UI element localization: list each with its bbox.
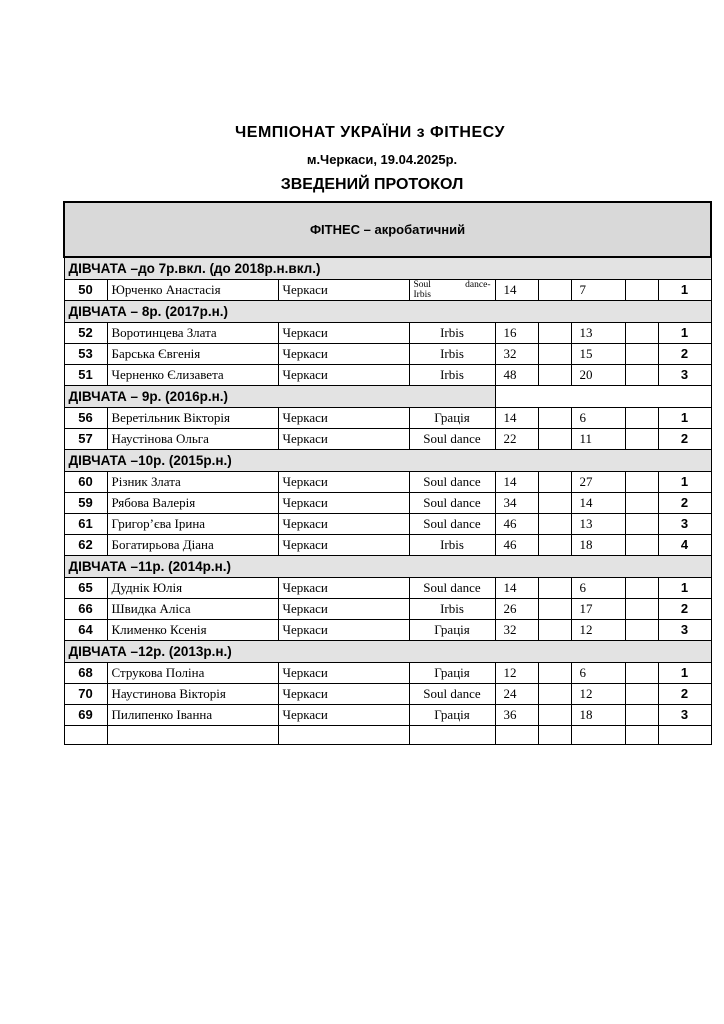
empty-cell xyxy=(538,684,571,705)
participant-club: Грація xyxy=(409,663,495,684)
empty-cell xyxy=(538,344,571,365)
participant-place: 1 xyxy=(658,280,711,301)
empty-cell xyxy=(538,726,571,745)
participant-city: Черкаси xyxy=(278,344,409,365)
category-title: ДІВЧАТА –11р. (2014р.н.) xyxy=(64,556,711,578)
category-title: ДІВЧАТА – 8р. (2017р.н.) xyxy=(64,301,711,323)
score-2: 15 xyxy=(571,344,625,365)
participant-city: Черкаси xyxy=(278,429,409,450)
participant-city: Черкаси xyxy=(278,514,409,535)
score-2: 12 xyxy=(571,684,625,705)
score-1: 34 xyxy=(495,493,538,514)
participant-name: Черненко Єлизавета xyxy=(107,365,278,386)
participant-row xyxy=(64,535,711,556)
participant-name: Різник Злата xyxy=(107,472,278,493)
participant-place: 1 xyxy=(658,578,711,599)
participant-number: 66 xyxy=(64,599,107,620)
championship-title: ЧЕМПІОНАТ УКРАЇНИ з ФІТНЕСУ xyxy=(235,124,505,141)
participant-name: Рябова Валерія xyxy=(107,493,278,514)
protocol-title: ЗВЕДЕНИЙ ПРОТОКОЛ xyxy=(280,176,464,193)
participant-name: Швидка Аліса xyxy=(107,599,278,620)
participant-row xyxy=(64,663,711,684)
empty-cell xyxy=(538,535,571,556)
participant-club: Irbis xyxy=(409,344,495,365)
score-2: 6 xyxy=(571,578,625,599)
category-row xyxy=(64,556,711,578)
score-1: 46 xyxy=(495,535,538,556)
empty-cell xyxy=(658,726,711,745)
participant-row xyxy=(64,514,711,535)
empty-cell xyxy=(409,726,495,745)
score-2: 17 xyxy=(571,599,625,620)
participant-number: 62 xyxy=(64,535,107,556)
participant-city: Черкаси xyxy=(278,663,409,684)
empty-cell xyxy=(538,365,571,386)
empty-cell xyxy=(495,726,538,745)
category-title: ДІВЧАТА –10р. (2015р.н.) xyxy=(64,450,711,472)
empty-cell xyxy=(538,408,571,429)
participant-place: 2 xyxy=(658,344,711,365)
participant-row xyxy=(64,280,711,301)
participant-city: Черкаси xyxy=(278,280,409,301)
empty-cell xyxy=(278,726,409,745)
empty-cell xyxy=(625,280,658,301)
participant-club: Irbis xyxy=(409,599,495,620)
participant-row xyxy=(64,408,711,429)
participant-name: Наустинова Вікторія xyxy=(107,684,278,705)
category-title: ДІВЧАТА – 9р. (2016р.н.) xyxy=(64,386,495,408)
participant-name: Веретільник Вікторія xyxy=(107,408,278,429)
empty-cell xyxy=(625,578,658,599)
participant-place: 4 xyxy=(658,535,711,556)
participant-place: 2 xyxy=(658,493,711,514)
participant-club: Irbis xyxy=(409,535,495,556)
participant-club xyxy=(409,280,495,301)
category-blank-cell xyxy=(495,386,711,408)
score-2: 18 xyxy=(571,705,625,726)
discipline-title: ФІТНЕС – акробатичний xyxy=(64,202,711,257)
score-1: 16 xyxy=(495,323,538,344)
participant-club: Грація xyxy=(409,620,495,641)
participant-city: Черкаси xyxy=(278,493,409,514)
participant-name: Григор’єва Ірина xyxy=(107,514,278,535)
empty-cell xyxy=(625,535,658,556)
participant-number: 59 xyxy=(64,493,107,514)
participant-city: Черкаси xyxy=(278,472,409,493)
participant-number: 65 xyxy=(64,578,107,599)
score-2: 14 xyxy=(571,493,625,514)
participant-city: Черкаси xyxy=(278,408,409,429)
score-2: 18 xyxy=(571,535,625,556)
participant-number: 51 xyxy=(64,365,107,386)
score-1: 12 xyxy=(495,663,538,684)
empty-cell xyxy=(625,408,658,429)
empty-cell xyxy=(625,365,658,386)
participant-place: 3 xyxy=(658,705,711,726)
participant-city: Черкаси xyxy=(278,684,409,705)
score-2: 12 xyxy=(571,620,625,641)
participant-place: 1 xyxy=(658,663,711,684)
score-1: 32 xyxy=(495,620,538,641)
participant-place: 2 xyxy=(658,599,711,620)
participant-number: 56 xyxy=(64,408,107,429)
participant-club: Soul dance xyxy=(409,429,495,450)
category-row xyxy=(64,450,711,472)
score-2: 27 xyxy=(571,472,625,493)
participant-place: 3 xyxy=(658,365,711,386)
participant-number: 64 xyxy=(64,620,107,641)
empty-cell xyxy=(538,280,571,301)
category-row xyxy=(64,257,711,280)
participant-name: Юрченко Анастасія xyxy=(107,280,278,301)
score-2: 11 xyxy=(571,429,625,450)
empty-cell xyxy=(538,599,571,620)
participant-city: Черкаси xyxy=(278,620,409,641)
results-table xyxy=(63,201,712,745)
empty-cell xyxy=(625,684,658,705)
participant-place: 2 xyxy=(658,684,711,705)
club-line-2: Irbis xyxy=(413,290,431,300)
participant-number: 52 xyxy=(64,323,107,344)
discipline-header-row xyxy=(64,202,711,257)
location-date: м.Черкаси, 19.04.2025р. xyxy=(306,152,458,167)
participant-place: 2 xyxy=(658,429,711,450)
score-1: 14 xyxy=(495,472,538,493)
participant-name: Струкова Поліна xyxy=(107,663,278,684)
participant-club: Soul dance xyxy=(409,493,495,514)
empty-cell xyxy=(538,472,571,493)
category-title: ДІВЧАТА –12р. (2013р.н.) xyxy=(64,641,711,663)
participant-row xyxy=(64,599,711,620)
empty-cell xyxy=(625,620,658,641)
empty-cell xyxy=(538,620,571,641)
participant-name: Пилипенко Іванна xyxy=(107,705,278,726)
empty-cell xyxy=(107,726,278,745)
category-row xyxy=(64,386,711,408)
score-1: 24 xyxy=(495,684,538,705)
participant-place: 1 xyxy=(658,408,711,429)
participant-club: Soul dance xyxy=(409,472,495,493)
empty-cell xyxy=(625,472,658,493)
empty-cell xyxy=(625,705,658,726)
participant-club: Грація xyxy=(409,408,495,429)
category-row xyxy=(64,641,711,663)
participant-city: Черкаси xyxy=(278,535,409,556)
empty-cell xyxy=(538,705,571,726)
score-2: 13 xyxy=(571,323,625,344)
participant-row xyxy=(64,365,711,386)
participant-number: 70 xyxy=(64,684,107,705)
participant-place: 3 xyxy=(658,620,711,641)
participant-club: Soul dance xyxy=(409,578,495,599)
participant-name: Воротинцева Злата xyxy=(107,323,278,344)
score-1: 14 xyxy=(495,280,538,301)
empty-cell xyxy=(625,599,658,620)
score-2: 13 xyxy=(571,514,625,535)
club-line-1: Soul dance- xyxy=(413,280,491,290)
participant-row xyxy=(64,323,711,344)
participant-row xyxy=(64,578,711,599)
participant-number: 53 xyxy=(64,344,107,365)
empty-cell xyxy=(625,429,658,450)
participant-place: 1 xyxy=(658,323,711,344)
participant-club: Irbis xyxy=(409,323,495,344)
participant-row xyxy=(64,684,711,705)
participant-number: 68 xyxy=(64,663,107,684)
participant-row xyxy=(64,493,711,514)
empty-cell xyxy=(625,493,658,514)
empty-cell xyxy=(625,344,658,365)
participant-number: 69 xyxy=(64,705,107,726)
empty-cell xyxy=(64,726,107,745)
participant-name: Клименко Ксенія xyxy=(107,620,278,641)
empty-cell xyxy=(538,514,571,535)
score-2: 6 xyxy=(571,408,625,429)
participant-place: 1 xyxy=(658,472,711,493)
empty-cell xyxy=(538,663,571,684)
score-1: 26 xyxy=(495,599,538,620)
score-2: 7 xyxy=(571,280,625,301)
score-1: 32 xyxy=(495,344,538,365)
score-1: 36 xyxy=(495,705,538,726)
participant-row xyxy=(64,620,711,641)
empty-cell xyxy=(571,726,625,745)
empty-cell xyxy=(625,514,658,535)
empty-cell xyxy=(538,578,571,599)
participant-name: Барська Євгенія xyxy=(107,344,278,365)
empty-cell xyxy=(625,323,658,344)
participant-club: Irbis xyxy=(409,365,495,386)
empty-cell xyxy=(538,493,571,514)
participant-row xyxy=(64,429,711,450)
participant-city: Черкаси xyxy=(278,365,409,386)
score-2: 6 xyxy=(571,663,625,684)
participant-city: Черкаси xyxy=(278,578,409,599)
participant-club: Soul dance xyxy=(409,684,495,705)
score-1: 14 xyxy=(495,408,538,429)
blank-row xyxy=(64,726,711,745)
score-1: 46 xyxy=(495,514,538,535)
participant-number: 50 xyxy=(64,280,107,301)
empty-cell xyxy=(625,663,658,684)
participant-name: Дуднік Юлія xyxy=(107,578,278,599)
empty-cell xyxy=(625,726,658,745)
participant-name: Наустінова Ольга xyxy=(107,429,278,450)
participant-city: Черкаси xyxy=(278,599,409,620)
participant-place: 3 xyxy=(658,514,711,535)
participant-city: Черкаси xyxy=(278,705,409,726)
participant-number: 61 xyxy=(64,514,107,535)
score-1: 22 xyxy=(495,429,538,450)
category-row xyxy=(64,301,711,323)
score-1: 14 xyxy=(495,578,538,599)
participant-row xyxy=(64,472,711,493)
empty-cell xyxy=(538,429,571,450)
participant-club: Грація xyxy=(409,705,495,726)
empty-cell xyxy=(538,323,571,344)
score-2: 20 xyxy=(571,365,625,386)
participant-city: Черкаси xyxy=(278,323,409,344)
participant-club: Soul dance xyxy=(409,514,495,535)
participant-row xyxy=(64,705,711,726)
score-1: 48 xyxy=(495,365,538,386)
category-title: ДІВЧАТА –до 7р.вкл. (до 2018р.н.вкл.) xyxy=(64,257,711,280)
participant-number: 60 xyxy=(64,472,107,493)
participant-name: Богатирьова Діана xyxy=(107,535,278,556)
participant-row xyxy=(64,344,711,365)
participant-number: 57 xyxy=(64,429,107,450)
